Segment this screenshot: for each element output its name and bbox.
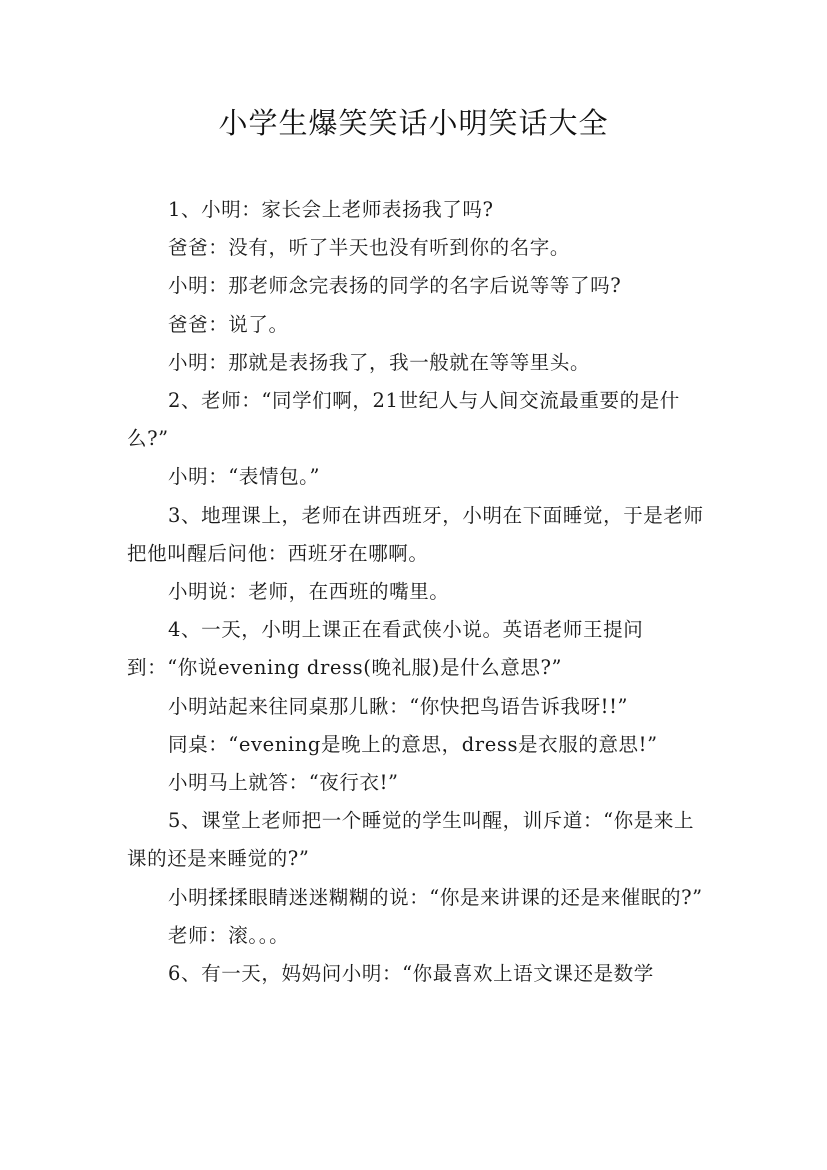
paragraph: 小明说：老师，在西班的嘴里。 [168, 580, 450, 604]
paragraph: 爸爸：没有，听了半天也没有听到你的名字。 [168, 236, 571, 260]
paragraph: 4、一天，小明上课正在看武侠小说。英语老师王提问到：“你说evening dress(晚礼服)是什么意思?” [127, 618, 644, 680]
paragraph: 爸爸：说了。 [168, 312, 289, 336]
paragraph: 3、地理课上，老师在讲西班牙，小明在下面睡觉，于是老师把他叫醒后问他：西班牙在哪啊。 [127, 503, 704, 565]
paragraph: 小明：那老师念完表扬的同学的名字后说等等了吗? [168, 274, 622, 298]
paragraph: 1、小明：家长会上老师表扬我了吗? [168, 198, 494, 221]
paragraph: 同桌：“evening是晚上的意思，dress是衣服的意思!” [168, 732, 658, 756]
paragraph: 老师：滚。。。 [168, 923, 290, 947]
paragraph: 小明揉揉眼睛迷迷糊糊的说：“你是来讲课的还是来催眠的?” [168, 885, 703, 909]
paragraph: 小明：那就是表扬我了，我一般就在等等里头。 [168, 350, 591, 374]
paragraph: 小明站起来往同桌那儿瞅：“你快把鸟语告诉我呀!!” [168, 694, 629, 718]
document-title: 小学生爆笑笑话小明笑话大全 [218, 106, 609, 140]
paragraph: 6、有一天，妈妈问小明：“你最喜欢上语文课还是数学 [168, 962, 654, 986]
paragraph: 2、老师：“同学们啊，21世纪人与人间交流最重要的是什么?” [127, 389, 680, 451]
paragraph: 小明马上就答：“夜行衣!” [168, 771, 399, 795]
document-body [127, 191, 707, 993]
paragraph: 5、课堂上老师把一个睡觉的学生叫醒，训斥道：“你是来上课的还是来睡觉的?” [127, 809, 695, 871]
paragraph: 小明：“表情包。” [168, 465, 321, 489]
